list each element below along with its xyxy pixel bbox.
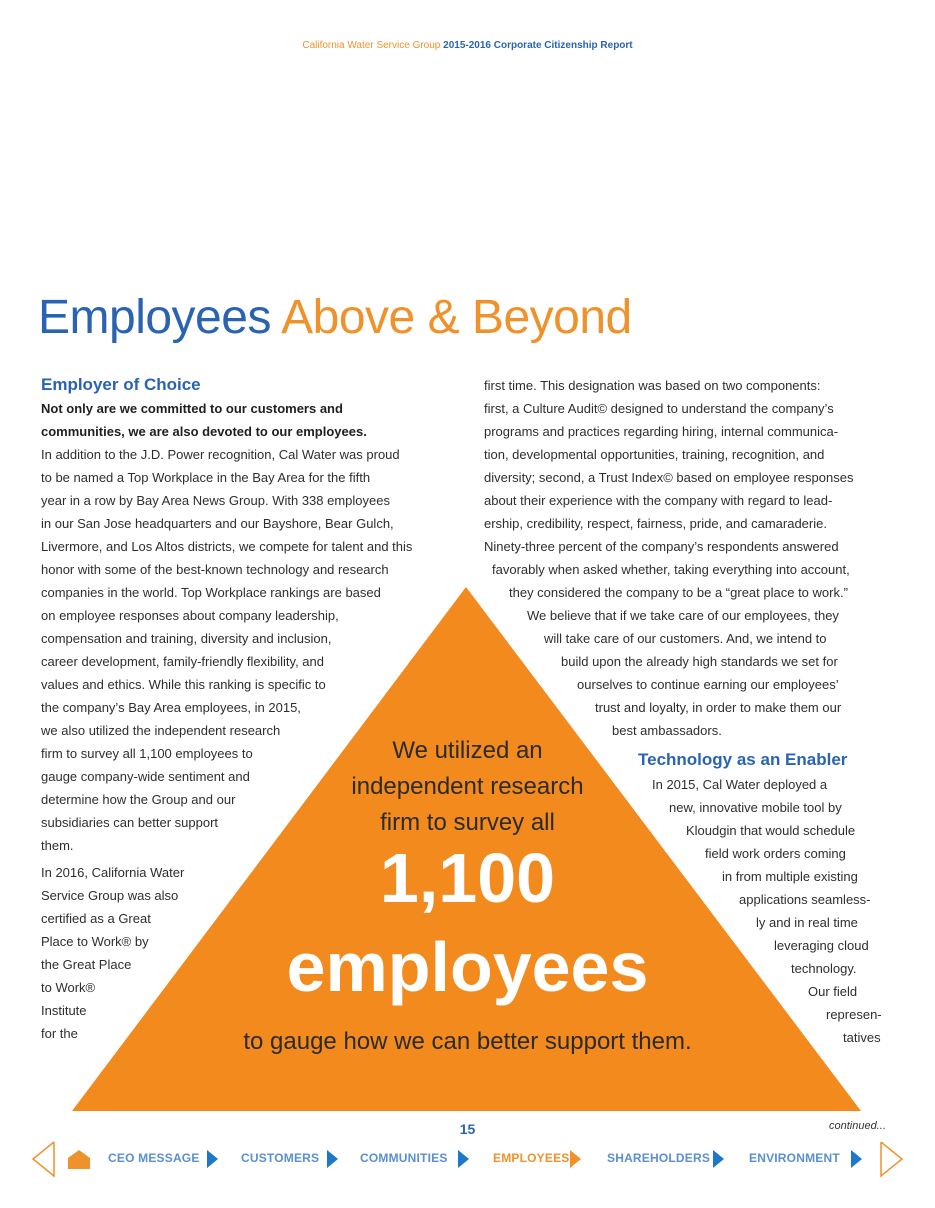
text-line: to Work® bbox=[41, 980, 96, 995]
header-report-title: 2015-2016 Corporate Citizenship Report bbox=[443, 40, 633, 51]
text-line: In addition to the J.D. Power recognition, Cal Water was proud bbox=[41, 447, 400, 462]
callout-unit: employees bbox=[286, 928, 649, 1006]
text-line: certified as a Great bbox=[41, 911, 151, 926]
text-line: the Great Place bbox=[41, 957, 132, 972]
nav-communities[interactable]: COMMUNITIES bbox=[360, 1151, 448, 1165]
title-above-beyond: Above & Beyond bbox=[281, 291, 632, 344]
text-line: on employee responses about company leadership, bbox=[41, 608, 339, 623]
page-number: 15 bbox=[459, 1121, 476, 1137]
text-line: applications seamless- bbox=[739, 892, 871, 907]
callout-line1: We utilized an bbox=[392, 737, 543, 764]
text-line: they considered the company to be a “great place to work.” bbox=[509, 585, 848, 600]
nav-arrow-icon[interactable] bbox=[327, 1150, 338, 1168]
text-line: in our San Jose headquarters and our Bayshore, Bear Gulch, bbox=[41, 516, 394, 531]
nav-arrow-icon[interactable] bbox=[207, 1150, 218, 1168]
text-line: we also utilized the independent research bbox=[41, 723, 281, 738]
text-line: Institute bbox=[41, 1003, 87, 1018]
heading-technology-enabler: Technology as an Enabler bbox=[638, 750, 848, 769]
nav-ceo-message[interactable]: CEO MESSAGE bbox=[108, 1151, 200, 1165]
text-line: best ambassadors. bbox=[612, 723, 722, 738]
header-org: California Water Service Group bbox=[302, 40, 441, 51]
continued-note: continued... bbox=[829, 1120, 886, 1132]
next-page-icon[interactable] bbox=[879, 1140, 905, 1178]
text-line: field work orders coming bbox=[705, 846, 846, 861]
text-line: technology. bbox=[791, 961, 857, 976]
text-line: communities, we are also devoted to our employees. bbox=[41, 424, 367, 439]
text-line: first, a Culture Audit© designed to understand the company’s bbox=[484, 401, 834, 416]
text-line: subsidiaries can better support bbox=[41, 815, 219, 830]
text-line: Our field bbox=[808, 984, 858, 999]
callout-line2: independent research bbox=[351, 773, 584, 800]
text-line: ly and in real time bbox=[756, 915, 858, 930]
heading-employer-of-choice: Employer of Choice bbox=[41, 375, 201, 394]
text-line: Service Group was also bbox=[41, 888, 179, 903]
text-line: We believe that if we take care of our employees, they bbox=[527, 608, 839, 623]
text-line: In 2015, Cal Water deployed a bbox=[652, 777, 828, 792]
text-line: ourselves to continue earning our employees’ bbox=[577, 677, 839, 692]
text-line: Place to Work® by bbox=[41, 934, 149, 949]
text-line: honor with some of the best-known technology and research bbox=[41, 562, 389, 577]
text-line: them. bbox=[41, 838, 74, 853]
text-line: the company’s Bay Area employees, in 2015, bbox=[41, 700, 301, 715]
text-line: trust and loyalty, in order to make them our bbox=[595, 700, 842, 715]
text-line: diversity; second, a Trust Index© based on employee responses bbox=[484, 470, 854, 485]
nav-employees[interactable]: EMPLOYEES bbox=[493, 1151, 570, 1165]
text-line: in from multiple existing bbox=[722, 869, 858, 884]
text-line: new, innovative mobile tool by bbox=[669, 800, 842, 815]
text-line: will take care of our customers. And, we intend to bbox=[544, 631, 827, 646]
text-line: ership, credibility, respect, fairness, pride, and camaraderie. bbox=[484, 516, 827, 531]
text-line: leveraging cloud bbox=[774, 938, 869, 953]
text-line: companies in the world. Top Workplace rankings are based bbox=[41, 585, 381, 600]
prev-page-icon[interactable] bbox=[30, 1140, 56, 1178]
callout-line4: to gauge how we can better support them. bbox=[243, 1028, 692, 1055]
nav-environment[interactable]: ENVIRONMENT bbox=[749, 1151, 840, 1165]
text-line: year in a row by Bay Area News Group. With 338 employees bbox=[41, 493, 390, 508]
text-line: firm to survey all 1,100 employees to bbox=[41, 746, 253, 761]
text-line: first time. This designation was based on two components: bbox=[484, 378, 821, 393]
text-line: In 2016, California Water bbox=[41, 865, 185, 880]
text-line: represen- bbox=[826, 1007, 882, 1022]
text-line: Kloudgin that would schedule bbox=[686, 823, 856, 838]
nav-arrow-icon[interactable] bbox=[458, 1150, 469, 1168]
text-line: compensation and training, diversity and inclusion, bbox=[41, 631, 332, 646]
nav-shareholders[interactable]: SHAREHOLDERS bbox=[607, 1151, 711, 1165]
text-line: tion, developmental opportunities, training, recognition, and bbox=[484, 447, 825, 462]
nav-arrow-icon[interactable] bbox=[570, 1150, 581, 1168]
text-line: Livermore, and Los Altos districts, we compete for talent and this bbox=[41, 539, 413, 554]
callout-number: 1,100 bbox=[379, 839, 556, 917]
text-line: gauge company-wide sentiment and bbox=[41, 769, 250, 784]
text-line: favorably when asked whether, taking everything into account, bbox=[492, 562, 850, 577]
callout-intro bbox=[0, 733, 935, 841]
text-line: tatives bbox=[843, 1030, 881, 1045]
home-icon[interactable] bbox=[66, 1148, 92, 1170]
text-line: Ninety-three percent of the company’s respondents answered bbox=[484, 539, 839, 554]
page-title bbox=[38, 290, 632, 345]
text-line: values and ethics. While this ranking is specific to bbox=[41, 677, 326, 692]
nav-arrow-icon[interactable] bbox=[851, 1150, 862, 1168]
text-line: programs and practices regarding hiring, internal communica- bbox=[484, 424, 839, 439]
text-line: build upon the already high standards we set for bbox=[561, 654, 838, 669]
nav-arrow-icon[interactable] bbox=[713, 1150, 724, 1168]
text-line: determine how the Group and our bbox=[41, 792, 236, 807]
text-line: career development, family-friendly flexibility, and bbox=[41, 654, 324, 669]
text-line: to be named a Top Workplace in the Bay Area for the fifth bbox=[41, 470, 371, 485]
nav-customers[interactable]: CUSTOMERS bbox=[241, 1151, 320, 1165]
title-employees: Employees bbox=[38, 291, 271, 344]
callout-line3: firm to survey all bbox=[380, 809, 555, 836]
text-line: about their experience with the company with regard to lead- bbox=[484, 493, 833, 508]
text-line: for the bbox=[41, 1026, 78, 1041]
text-line: Not only are we committed to our customers and bbox=[41, 401, 343, 416]
footer-navigation bbox=[0, 1140, 935, 1180]
